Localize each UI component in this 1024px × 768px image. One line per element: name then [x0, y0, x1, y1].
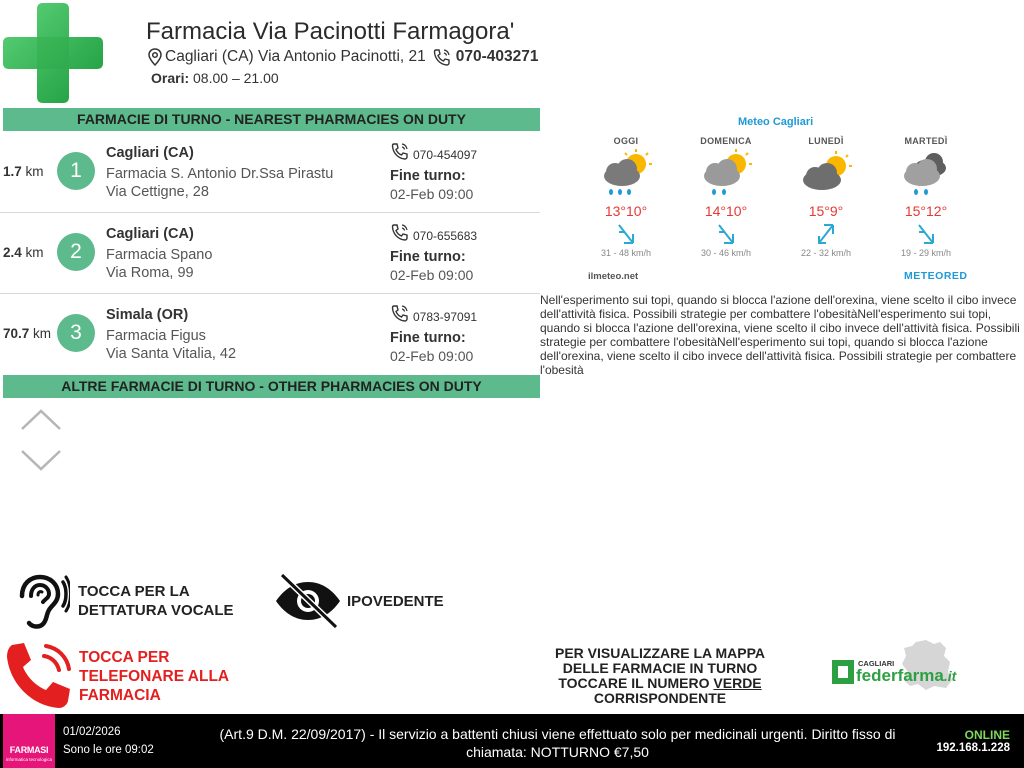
connection-status: ONLINE: [964, 728, 1010, 742]
pharmacy-number-button[interactable]: 2: [57, 233, 95, 271]
pharmacy-phone-row: [390, 142, 477, 160]
wind-arrow-icon: [614, 222, 638, 246]
weather-title: Meteo Cagliari: [738, 116, 814, 128]
news-ticker-text: Nell'esperimento sui topi, quando si blocca l'azione dell'orexina, viene scelto il cibo invece dell'attività fisica. Possibili strategie per combattere l'obesitàNell'esperimento sui topi, quando si blocca l'azione dell'orexina, viene scelto il cibo invece dell'attività fisica. Possibili strategie per combattere l'obesitàNell'esperimento sui topi, quando si blocca l'azione dell'orexina, viene scelto il cibo invece dell'attività fisica. Possibili strategie per combattere l'obesità: [540, 293, 1020, 377]
weather-day-name: MARTEDÌ: [904, 136, 948, 146]
weather-wind: 22 - 32 km/h: [800, 248, 852, 258]
pharmacy-title: Farmacia Via Pacinotti Farmagora': [146, 18, 515, 45]
pharmacy-city: Simala (OR): [106, 307, 189, 323]
scroll-down-arrow-icon[interactable]: [20, 447, 62, 473]
sun-cloud-rain-icon: [698, 148, 754, 196]
meteored-credit[interactable]: METEORED: [904, 270, 968, 282]
federfarma-logo-mark: [832, 660, 854, 684]
scroll-up-arrow-icon[interactable]: [20, 407, 62, 433]
other-pharmacies-header: ALTRE FARMACIE DI TURNO - OTHER PHARMACIES ON DUTY: [3, 375, 540, 398]
footer-date: 01/02/2026: [63, 726, 121, 738]
phone-call-icon[interactable]: [4, 640, 76, 710]
wind-arrow-icon: [714, 222, 738, 246]
sun-cloud-icon: [798, 148, 854, 196]
federfarma-logo[interactable]: federfarma.it: [856, 666, 957, 685]
pharmacy-phone-row: [390, 304, 477, 322]
pharmacy-name: Farmacia Spano: [106, 247, 213, 263]
low-vision-label[interactable]: IPOVEDENTE: [347, 593, 444, 610]
phone-icon: [390, 304, 410, 322]
footer-bar: [0, 714, 1024, 768]
phone-icon: [432, 48, 452, 66]
pharmacy-phone-row: [390, 223, 477, 241]
pharmacy-distance: 1.7 km: [3, 164, 44, 179]
wind-arrow-icon: [814, 222, 838, 246]
ip-address: 192.168.1.228: [936, 742, 1010, 754]
pharmacy-street: Via Roma, 99: [106, 265, 194, 281]
shift-end-time: 02-Feb 09:00: [390, 348, 474, 364]
pharmacy-name: Farmacia S. Antonio Dr.Ssa Pirastu: [106, 166, 334, 182]
pharmacy-number-button[interactable]: 1: [57, 152, 95, 190]
weather-wind: 30 - 46 km/h: [700, 248, 752, 258]
shift-end-time: 02-Feb 09:00: [390, 186, 474, 202]
footer-time: Sono le ore 09:02: [63, 744, 154, 756]
pharmacy-name: Farmacia Figus: [106, 328, 206, 344]
pharmacy-phone-number: 0783-97091: [413, 310, 478, 324]
pharmacy-address: Cagliari (CA) Via Antonio Pacinotti, 21: [165, 48, 426, 65]
hours-label: Orari:: [151, 70, 190, 86]
shift-end-label: Fine turno:: [390, 168, 466, 184]
pharmacy-number-button[interactable]: 3: [57, 314, 95, 352]
pharmacy-street: Via Santa Vitalia, 42: [106, 346, 237, 362]
wind-arrow-icon: [914, 222, 938, 246]
weather-day-name: OGGI: [613, 136, 639, 146]
call-pharmacy-label[interactable]: TOCCA PER TELEFONARE ALLA FARMACIA: [79, 649, 230, 704]
shift-end-label: Fine turno:: [390, 330, 466, 346]
location-pin-icon: [147, 48, 163, 66]
weather-day: [586, 136, 666, 258]
weather-temperature: 15°9°: [808, 203, 844, 219]
weather-temperature: 14°10°: [704, 203, 748, 219]
weather-temperature: 13°10°: [604, 203, 648, 219]
footer-notice: (Art.9 D.M. 22/09/2017) - Il servizio a battenti chiusi viene effettuato solo per medicinali urgenti. Diritto fisso di chiamata: NOTTURNO €7,50: [219, 726, 896, 760]
map-instructions: PER VISUALIZZARE LA MAPPA DELLE FARMACIE IN TURNO TOCCARE IL NUMERO VERDE CORRISPONDENTE: [554, 645, 765, 706]
eye-off-icon[interactable]: [273, 571, 343, 631]
pharmacy-street: Via Cettigne, 28: [106, 184, 209, 200]
pharmacy-cross-logo: [3, 3, 103, 103]
weather-day-name: LUNEDÌ: [808, 136, 844, 146]
shift-end-label: Fine turno:: [390, 249, 466, 265]
weather-temperature: 15°12°: [904, 203, 948, 219]
pharmacy-city: Cagliari (CA): [106, 145, 194, 161]
pharmacy-row[interactable]: [0, 294, 540, 375]
ilmeteo-credit[interactable]: ilmeteo.net: [588, 271, 639, 282]
weather-wind: 31 - 48 km/h: [600, 248, 652, 258]
phone-icon: [390, 223, 410, 241]
pharmacy-row[interactable]: [0, 132, 540, 213]
pharmacy-address-row: [147, 48, 539, 66]
farmasi-brand: FARMASI: [9, 745, 49, 755]
cloud-rain-icon: [898, 148, 954, 196]
voice-dictation-label[interactable]: TOCCA PER LA DETTATURA VOCALE: [78, 583, 234, 619]
weather-day: [786, 136, 866, 258]
pharmacy-phone[interactable]: 070-403271: [455, 48, 539, 65]
phone-icon: [390, 142, 410, 160]
farmasi-brand-sub: informatica tecnologica: [5, 757, 53, 762]
opening-hours: [151, 70, 279, 86]
weather-day-name: DOMENICA: [700, 136, 752, 146]
weather-day: [686, 136, 766, 258]
pharmacy-phone-number: 070-655683: [413, 229, 478, 243]
sun-cloud-rain-icon: [598, 148, 654, 196]
hours-value: 08.00 – 21.00: [193, 70, 279, 86]
shift-end-time: 02-Feb 09:00: [390, 267, 474, 283]
weather-wind: 19 - 29 km/h: [900, 248, 952, 258]
pharmacy-city: Cagliari (CA): [106, 226, 194, 242]
pharmacy-phone-number: 070-454097: [413, 148, 478, 162]
nearest-pharmacies-header: FARMACIE DI TURNO - NEAREST PHARMACIES ON DUTY: [3, 108, 540, 131]
hearing-ear-icon[interactable]: [12, 574, 70, 630]
pharmacy-distance: 2.4 km: [3, 245, 44, 260]
weather-day: [886, 136, 966, 258]
pharmacy-distance: 70.7 km: [3, 326, 52, 341]
federfarma-region: CAGLIARI: [858, 659, 895, 668]
pharmacy-row[interactable]: [0, 213, 540, 294]
